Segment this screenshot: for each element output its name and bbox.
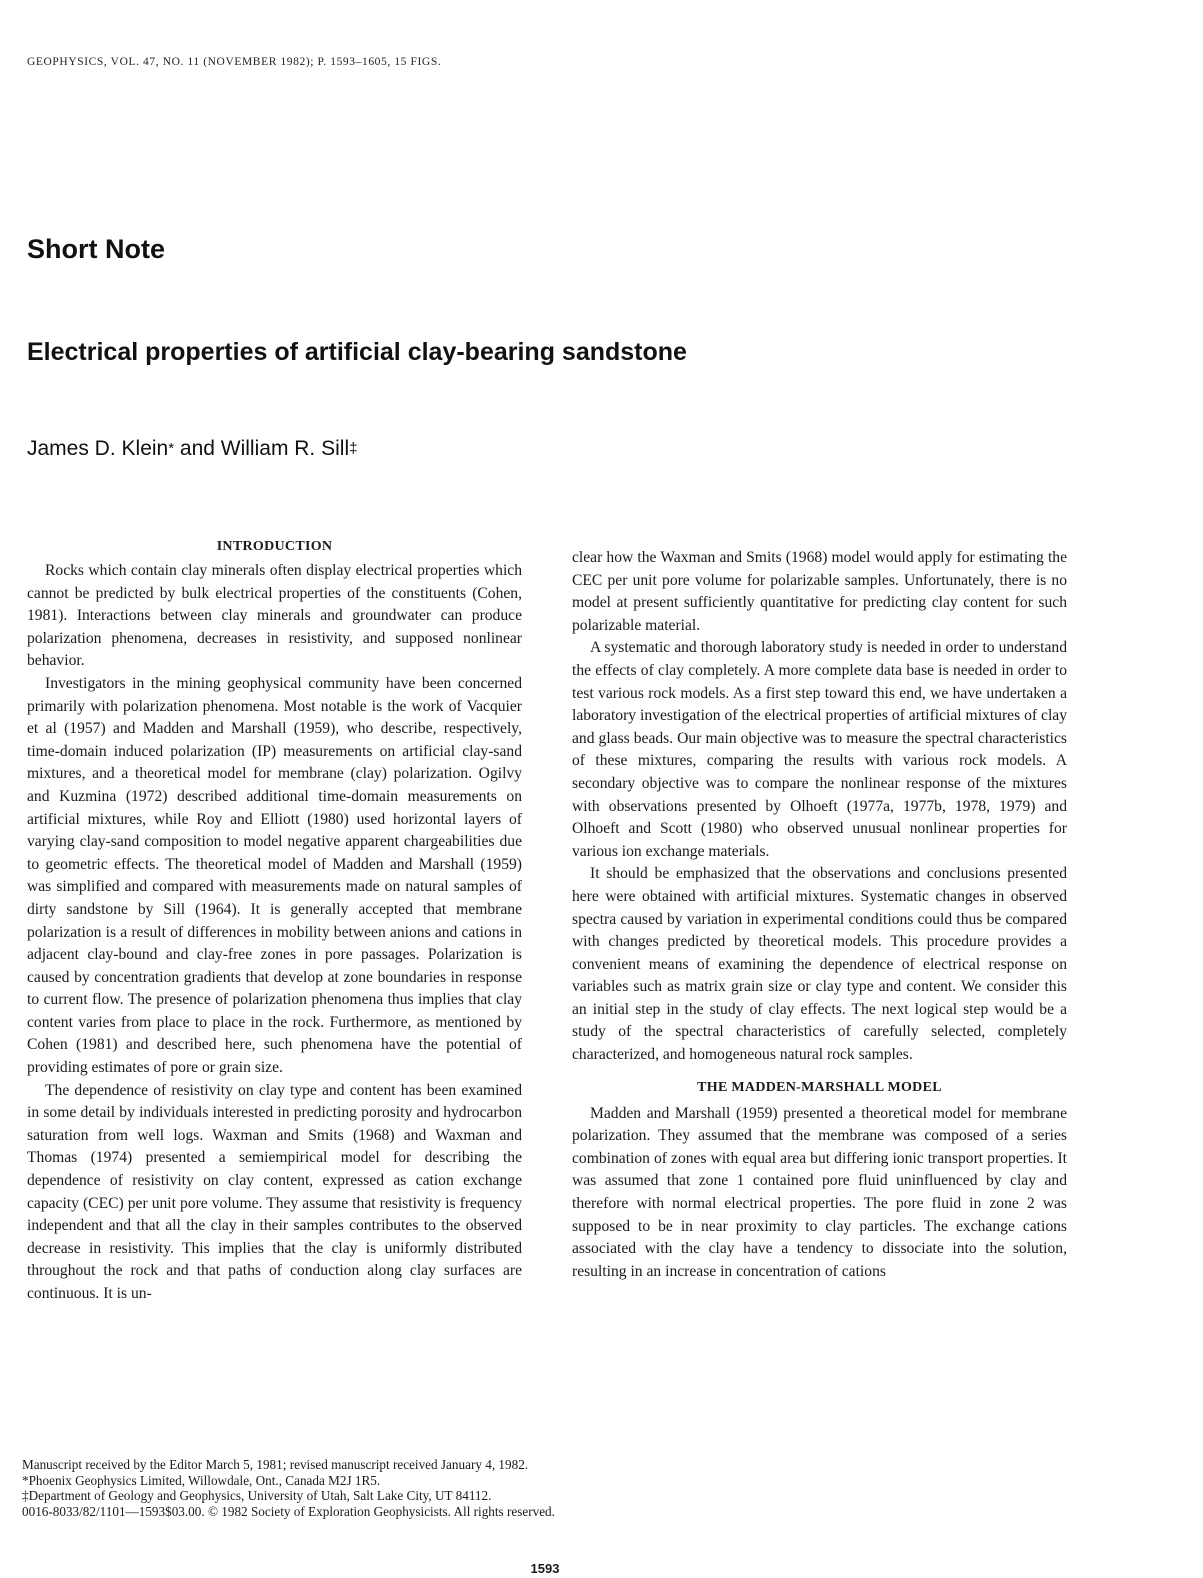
body-paragraph: Investigators in the mining geophysical community have been concerned primarily with polarization phenomena. Most notable is the work of Vacquier et al (1957) and Madden and Marshall (1959), who describe, respectively, time-domain induced polarization (IP) measurements on artificial clay-sand mixtures, and a theoretical model for membrane (clay) polarization. Ogilvy and Kuzmina (1972) described additional time-domain measurements on artificial mixtures, while Roy and Elliott (1980) used horizontal layers of varying clay-sand composition to model negative apparent chargeabilities due to geometric effects. The theoretical model of Madden and Marshall (1959) was simplified and compared with measurements made on natural samples of dirty sandstone by Sill (1964). It is generally accepted that membrane polarization is a result of differences in mobility between anions and cations in adjacent clay-bound and clay-free zones in pore passages. Polarization is caused by concentration gradients that develop at zone boundaries in response to current flow. The presence of polarization phenomena thus implies that clay content varies from place to place in the rock. Furthermore, as mentioned by Cohen (1981) and described here, such phenomena have the potential of providing estimates of pore or grain size. <box>27 674 522 1077</box>
body-paragraph: Rocks which contain clay minerals often display electrical properties which cannot be predicted by bulk electrical properties of the constituents (Cohen, 1981). Interactions between clay minerals and groundwater can produce polarization phenomena, decreases in resistivity, and supposed nonlinear behavior. <box>27 562 522 670</box>
affiliation-mark: * <box>168 440 175 457</box>
left-column <box>27 536 522 1306</box>
author-connector: and <box>174 437 221 460</box>
section-heading: THE MADDEN-MARSHALL MODEL <box>697 1079 942 1095</box>
footnote: ‡Department of Geology and Geophysics, University of Utah, Salt Lake City, UT 84112. <box>22 1488 492 1504</box>
page-number: 1593 <box>530 1561 560 1576</box>
body-paragraph: A systematic and thorough laboratory study is needed in order to understand the effects of clay completely. A more complete data base is needed in order to test various rock models. As a first step toward this end, we have undertaken a laboratory investigation of the electrical properties of artificial mixtures of clay and glass beads. Our main objective was to measure the spectral characteristics of these mixtures, comparing the results with various rock models. A secondary objective was to compare the nonlinear response of the mixtures with observations presented by Olhoeft (1977a, 1977b, 1978, 1979) and Olhoeft and Scott (1980) who observed unusual nonlinear properties for various ion exchange materials. <box>572 639 1067 860</box>
body-paragraph: Madden and Marshall (1959) presented a theoretical model for membrane polarization. They assumed that the membrane was composed of a series combination of zones with equal area but differing ionic transport properties. It was assumed that zone 1 contained pore fluid uninfluenced by clay and therefore with normal electrical properties. The pore fluid in zone 2 was supposed to be in near proximity to clay particles. The exchange cations associated with the clay have a tendency to dissociate into the solution, resulting in an increase in concentration of cations <box>572 1104 1067 1280</box>
body-paragraph: The dependence of resistivity on clay type and content has been examined in some detail by individuals interested in predicting porosity and hydrocarbon saturation from well logs. Waxman and Smits (1968) and Waxman and Thomas (1974) presented a semiempirical model for describing the dependence of resistivity on clay content, expressed as cation exchange capacity (CEC) per unit pore volume. They assume that resistivity is frequency independent and that all the clay in their samples contributes to the observed decrease in resistivity. This implies that the clay is uniformly distributed throughout the rock and that paths of conduction along clay surfaces are continuous. It is un- <box>27 1081 522 1302</box>
right-column <box>572 547 1067 1283</box>
body-paragraph: It should be emphasized that the observations and conclusions presented here were obtained with artificial mixtures. Systematic changes in observed spectra caused by variation in experimental conditions could thus be compared with changes predicted by theoretical models. This procedure provides a convenient means of examining the dependence of electrical response on variables such as matrix grain size or clay type and content. We consider this an initial step in the study of clay effects. The next logical step would be a study of the spectral characteristics of carefully selected, completely characterized, and homogeneous natural rock samples. <box>572 865 1067 1064</box>
footnote: *Phoenix Geophysics Limited, Willowdale, Ont., Canada M2J 1R5. <box>22 1472 381 1488</box>
section-type-label: Short Note <box>27 234 165 264</box>
body-paragraph: clear how the Waxman and Smits (1968) model would apply for estimating the CEC per unit pore volume for polarizable samples. Unfortunately, there is no model at present sufficiently quantitative for predicting clay content for such polarizable material. <box>572 549 1067 634</box>
affiliation-mark: ‡ <box>349 440 358 457</box>
section-heading: INTRODUCTION <box>216 539 333 554</box>
journal-citation: GEOPHYSICS, VOL. 47, NO. 11 (NOVEMBER 1982); P. 1593–1605, 15 FIGS. <box>27 56 442 68</box>
footnote: 0016-8033/82/1101—1593$03.00. © 1982 Society of Exploration Geophysicists. All rights reserved. <box>22 1503 555 1519</box>
footnote: Manuscript received by the Editor March 5, 1981; revised manuscript received January 4, 1982. <box>22 1457 529 1472</box>
author-name: William R. Sill <box>220 437 350 460</box>
author-name: James D. Klein <box>27 437 169 460</box>
paper-title: Electrical properties of artificial clay-bearing sandstone <box>27 338 687 366</box>
footnotes <box>22 1457 922 1519</box>
author-list <box>27 437 357 461</box>
